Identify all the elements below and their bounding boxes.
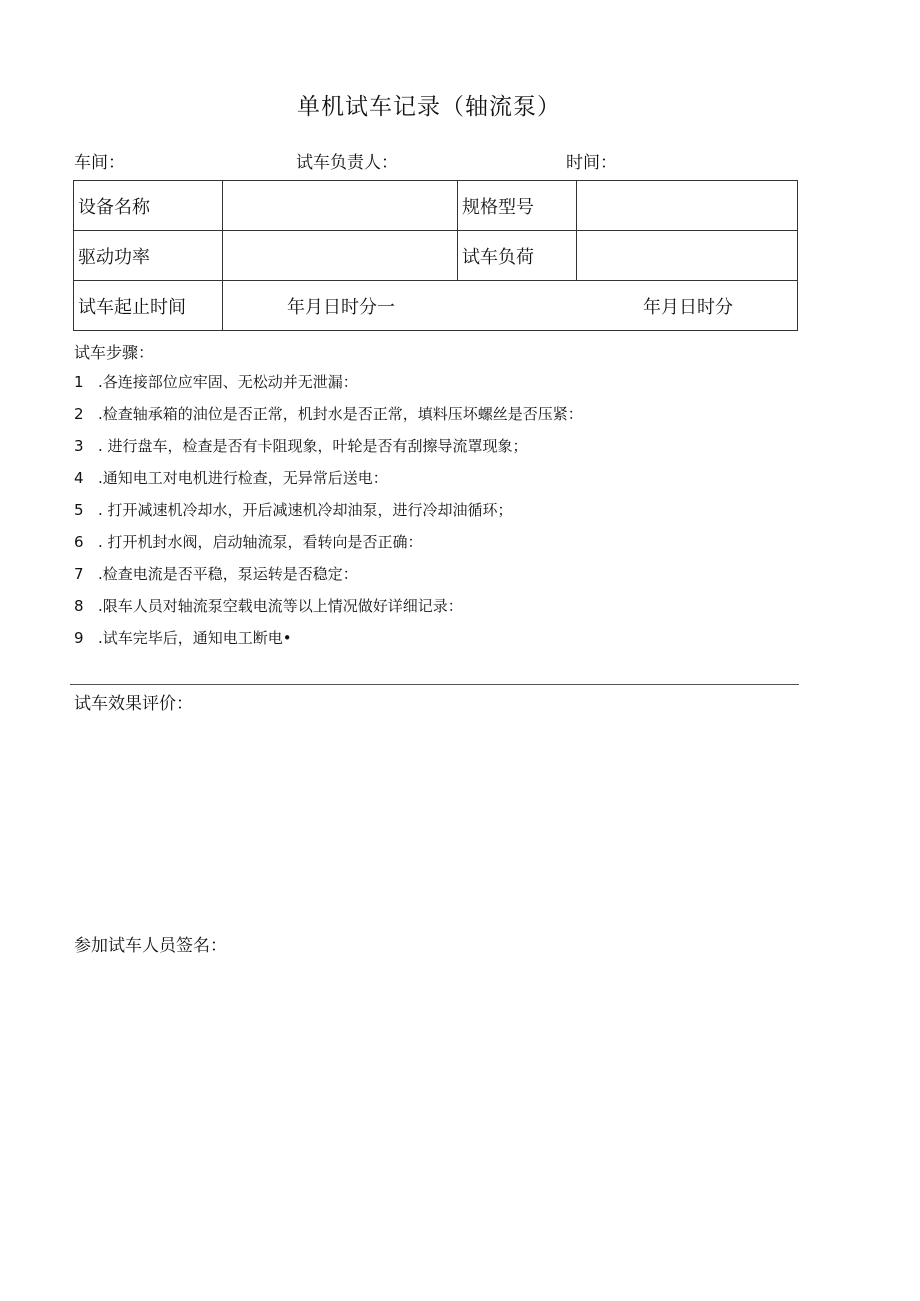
start-stop-time-label: 试车起止时间	[74, 281, 223, 331]
evaluation-label: 试车效果评价：	[74, 694, 193, 714]
workshop-label: 车间：	[74, 153, 125, 173]
list-item	[74, 529, 583, 561]
steps-label: 试车步骤：	[74, 343, 155, 362]
step-text: .检查电流是否平稳，泵运转是否稳定：	[98, 565, 358, 583]
step-text: .通知电工对电机进行检查，无异常后送电：	[98, 469, 388, 487]
step-text: .试车完毕后，通知电工断电•	[98, 629, 292, 647]
step-number: 7	[74, 565, 84, 583]
list-item	[74, 497, 583, 529]
equipment-name-field[interactable]	[223, 181, 458, 231]
step-text: .各连接部位应牢固、无松动并无泄漏：	[98, 373, 358, 391]
step-number: 1	[74, 373, 84, 391]
test-load-field[interactable]	[577, 231, 798, 281]
table-row	[74, 281, 798, 331]
page-title: 单机试车记录（轴流泵）	[297, 94, 561, 120]
step-number: 8	[74, 597, 84, 615]
test-load-label: 试车负荷	[458, 231, 577, 281]
info-table	[73, 180, 798, 331]
step-text: . 打开机封水阀，启动轴流泵，看转向是否正确：	[98, 533, 423, 551]
equipment-name-label: 设备名称	[74, 181, 223, 231]
start-time-text: 年月日时分一	[287, 296, 395, 318]
responsible-label: 试车负责人：	[296, 153, 398, 173]
start-stop-time-field[interactable]	[223, 281, 798, 331]
step-number: 2	[74, 405, 84, 423]
drive-power-field[interactable]	[223, 231, 458, 281]
section-divider	[70, 684, 799, 685]
drive-power-label: 驱动功率	[74, 231, 223, 281]
signature-label: 参加试车人员签名：	[74, 936, 227, 956]
step-text: .限车人员对轴流泵空载电流等以上情况做好详细记录：	[98, 597, 463, 615]
list-item	[74, 465, 583, 497]
steps-list	[74, 369, 583, 651]
step-number: 5	[74, 501, 84, 519]
step-number: 6	[74, 533, 84, 551]
step-number: 4	[74, 469, 84, 487]
list-item	[74, 561, 583, 593]
list-item	[74, 433, 583, 465]
end-time-text: 年月日时分	[643, 296, 733, 318]
step-number: 9	[74, 629, 84, 647]
spec-model-label: 规格型号	[458, 181, 577, 231]
table-row	[74, 181, 798, 231]
spec-model-field[interactable]	[577, 181, 798, 231]
list-item	[74, 625, 583, 651]
step-text: . 打开减速机冷却水，开后减速机冷却油泵，进行冷却油循环；	[98, 501, 513, 519]
step-number: 3	[74, 437, 84, 455]
list-item	[74, 369, 583, 401]
time-label: 时间：	[566, 153, 617, 173]
list-item	[74, 593, 583, 625]
step-text: .检查轴承箱的油位是否正常，机封水是否正常，填料压坏螺丝是否压紧：	[98, 405, 583, 423]
table-row	[74, 231, 798, 281]
step-text: . 进行盘车，检查是否有卡阻现象，叶轮是否有刮擦导流罩现象；	[98, 437, 528, 455]
list-item	[74, 401, 583, 433]
